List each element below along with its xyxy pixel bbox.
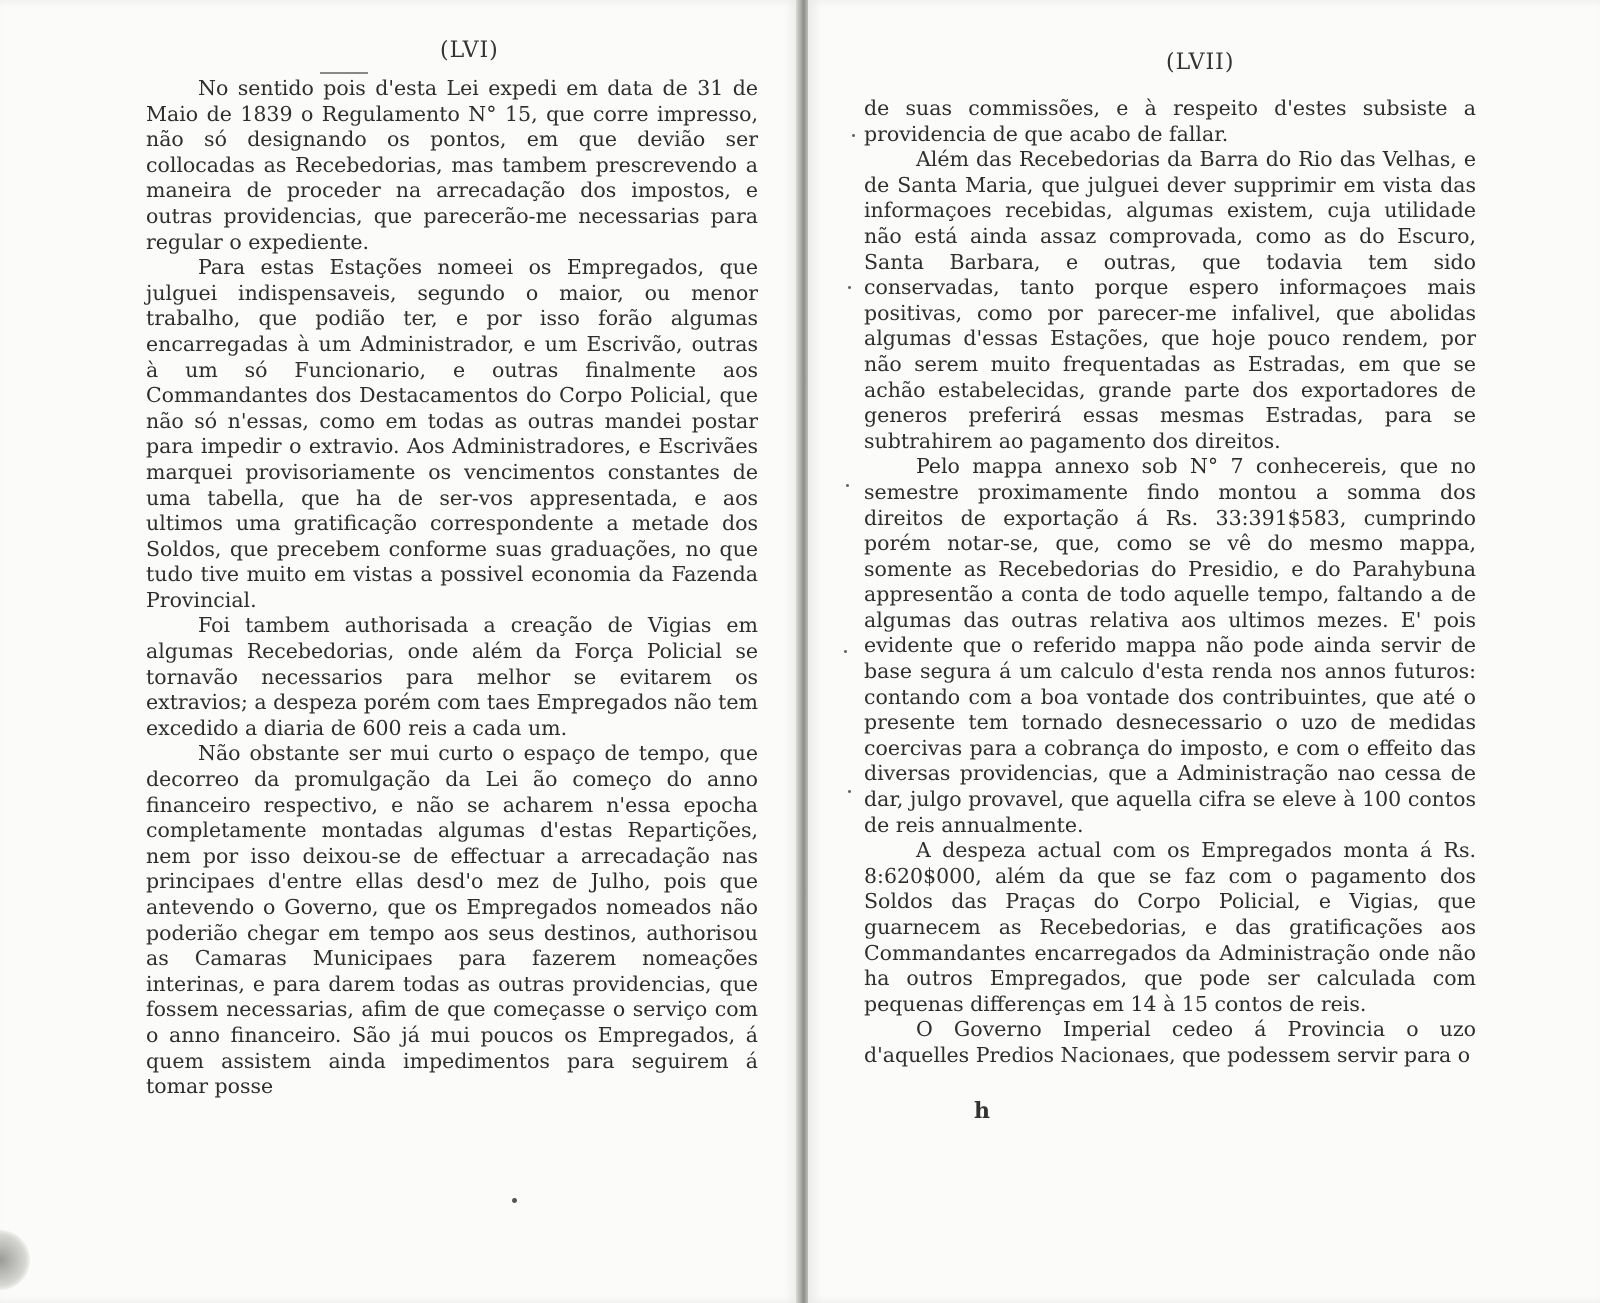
margin-dot (846, 484, 849, 487)
page-corner-stain (0, 1230, 30, 1290)
left-paragraph-4: Não obstante ser mui curto o espaço de tempo, que decorreo da promulgação da Lei ão começo do anno financeiro respectivo, e não se acharem n'essa epocha completamente montadas algumas d'estas Repartições, nem por isso deixou-se de effectuar a arrecadação nas principaes d'entre ellas desd'o mez de Julho, pois que antevendo o Governo, que os Empregados nomeados não poderião chegar em tempo aos seus destinos, authorisou as Camaras Municipaes para fazerem nomeações interinas, e para darem todas as outras providencias, que fossem necessarias, afim de que começasse o serviço com o anno financeiro. São já mui poucos os Empregados, á quem assistem ainda impedimentos para seguirem á tomar posse (146, 741, 758, 1099)
page-number-left: (LVI) (440, 38, 499, 63)
right-paragraph-1: de suas commissões, e à respeito d'estes subsiste a providencia de que acabo de fallar. (864, 96, 1476, 146)
left-paragraph-3: Foi tambem authorisada a creação de Vigias em algumas Recebedorias, onde além da Força Policial se tornavão necessarios para melhor se evitarem os extravios; a despeza porém com taes Empregados não tem excedido a diaria de 600 reis a cada um. (146, 613, 758, 740)
right-paragraph-4: A despeza actual com os Empregados monta á Rs. 8:620$000, além da que se faz com o pagamento dos Soldos das Praças do Corpo Policial, e Vigias, que guarnecem as Recebedorias, e das gratificações aos Commandantes encarregados da Administração onde não ha outros Empregados, que pode ser calculada com pequenas differenças em 14 à 15 contos de reis. (864, 838, 1476, 1016)
left-paragraph-2: Para estas Estações nomeei os Empregados, que julguei indispensaveis, segundo o maior, ou menor trabalho, que podião ter, e por isso forão algumas encarregadas à um Administrador, e um Escrivão, outras à um só Funcionario, e outras finalmente aos Commandantes dos Destacamentos do Corpo Policial, que não só n'essas, como em todas as outras mandei postar para impedir o extravio. Aos Administradores, e Escrivães marquei provisoriamente os vencimentos constantes de uma tabella, que ha de ser-vos appresentada, e aos ultimos uma gratificação correspondente a metade dos Soldos, que precebem conforme suas graduações, no que tudo tive muito em vistas a possivel economia da Fazenda Provincial. (146, 255, 758, 612)
right-paragraph-5: O Governo Imperial cedeo á Provincia o uzo d'aquelles Predios Nacionaes, que podessem servir para o (864, 1017, 1476, 1067)
left-page-text (146, 76, 758, 1100)
right-page-text (864, 96, 1476, 1069)
right-page (808, 0, 1600, 1303)
ink-spot (512, 1198, 517, 1203)
margin-dot (852, 134, 855, 137)
signature-mark: h (974, 1098, 990, 1124)
margin-dot (848, 790, 851, 793)
page-number-right: (LVII) (1166, 50, 1235, 75)
left-paragraph-1: No sentido pois d'esta Lei expedi em data de 31 de Maio de 1839 o Regulamento N° 15, que corre impresso, não só designando os pontos, em que devião ser collocadas as Recebedorias, mas tambem prescrevendo a maneira de proceder na arrecadação dos impostos, e outras providencias, que parecerão-me necessarias para regular o expediente. (146, 76, 758, 254)
margin-dot (844, 650, 847, 653)
right-paragraph-2: Além das Recebedorias da Barra do Rio das Velhas, e de Santa Maria, que julguei dever supprimir em vista das informaçoes recebidas, algumas existem, cuja utilidade não está ainda assaz comprovada, como as do Escuro, Santa Barbara, e outras, que todavia tem sido conservadas, tanto porque espero informaçoes mais positivas, como por parecer-me infalivel, que abolidas algumas d'essas Estações, que hoje pouco rendem, por não serem muito frequentadas as Estradas, em que se achão estabelecidas, grande parte dos exportadores de generos preferirá essas mesmas Estradas, para se subtrahirem ao pagamento dos direitos. (864, 147, 1476, 453)
margin-dot (848, 286, 851, 289)
left-page (0, 0, 798, 1303)
header-rule (320, 72, 368, 74)
right-paragraph-3: Pelo mappa annexo sob N° 7 conhecereis, que no semestre proximamente findo montou a somma dos direitos de exportação á Rs. 33:391$583, cumprindo porém notar-se, que, como se vê do mesmo mappa, somente as Recebedorias do Presidio, e do Parahybuna appresentão a conta de todo aquelle tempo, faltando a de algumas das outras relativa aos ultimos mezes. E' pois evidente que o referido mappa não pode ainda servir de base segura á um calculo d'esta renda nos annos futuros: contando com a boa vontade dos contribuintes, que até o presente tem tornado desnecessario o uzo de medidas coercivas para a cobrança do imposto, e com o effeito das diversas providencias, que a Administração nao cessa de dar, julgo provavel, que aquella cifra se eleve à 100 contos de reis annualmente. (864, 454, 1476, 837)
